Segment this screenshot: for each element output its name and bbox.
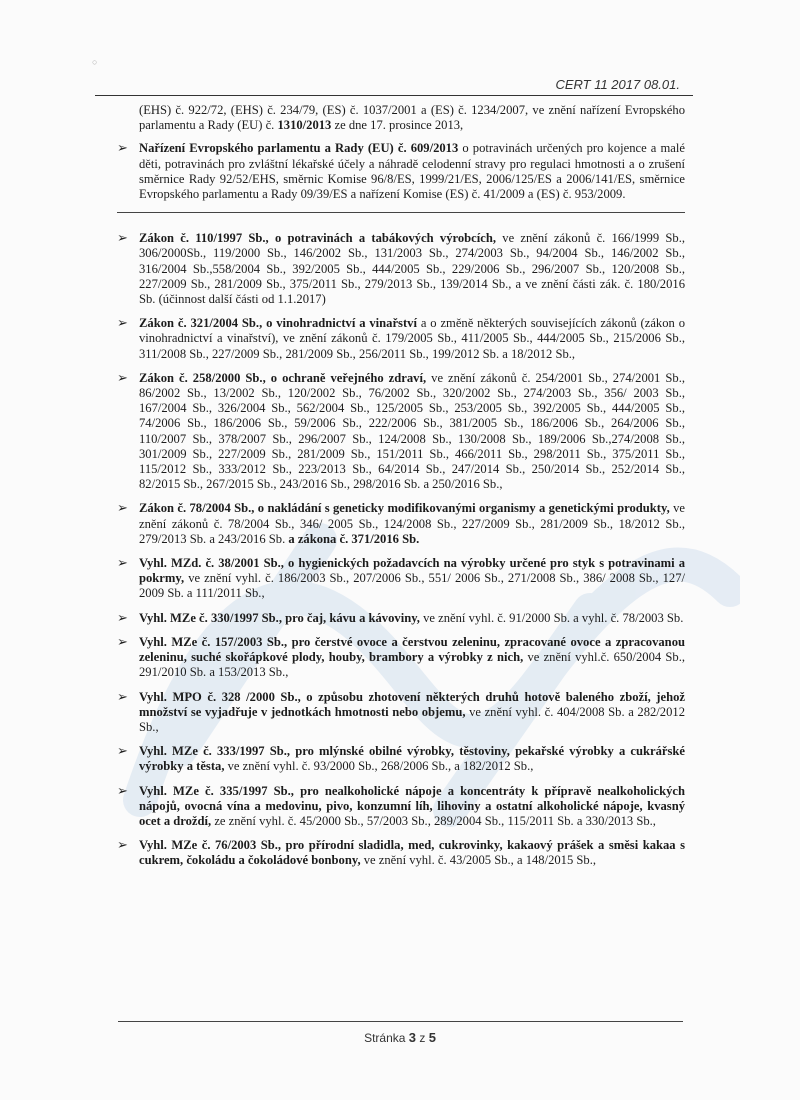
arrow-bullet-icon: ➢ <box>117 370 128 386</box>
bold-text: 1310/2013 <box>277 118 332 133</box>
bold-text: Vyhl. MZe č. 76/2003 Sb., pro přírodní sladidla, med, cukrovinky, kakaový prášek a směsi kakaa s cukrem, čokoládu a čokoládové bonbony, <box>139 838 685 868</box>
text-run: ve znění vyhl. č. 43/2005 Sb., a 148/2015 Sb., <box>360 853 597 868</box>
legislation-item <box>117 316 685 362</box>
legislation-item <box>117 635 685 681</box>
text-run: ve znění vyhl.č. 650/2004 Sb., 291/2010 Sb. a 153/2013 Sb., <box>139 650 685 680</box>
legislation-item <box>117 611 685 626</box>
bold-text: Zákon č. 78/2004 Sb., o nakládání s geneticky modifikovanými organismy a genetickými produkty, <box>139 501 670 516</box>
legislation-item <box>117 556 685 602</box>
arrow-bullet-icon: ➢ <box>117 689 128 705</box>
arrow-bullet-icon: ➢ <box>117 501 128 517</box>
bold-text: Nařízení Evropského parlamentu a Rady (EU) č. 609/2013 <box>139 141 459 156</box>
page-current: 3 <box>408 1030 416 1045</box>
legislation-list <box>117 141 685 868</box>
legislation-item <box>117 744 685 774</box>
section-divider <box>117 212 685 213</box>
text-run: ve znění zákonů č. 254/2001 Sb., 274/2001 Sb., 86/2002 Sb., 13/2002 Sb., 120/2002 Sb., 76/2002 Sb., 320/2002 Sb., 274/2003 Sb., 356/ 2003 Sb., 167/2004 Sb., 326/2004 Sb., 562/2004 Sb., 125/2005 Sb., 253/2005 Sb., 392/2005 Sb., 444/2005 Sb., 74/2006 Sb., 186/2006 Sb., 59/2006 Sb., 222/2006 Sb., 381/2005 Sb., 186/2006 Sb., 264/2006 Sb., 110/2007 Sb., 378/2007 Sb., 296/2007 Sb., 124/2008 Sb., 130/2008 Sb., 189/2006 Sb.,274/2008 Sb., 301/2009 Sb., 227/2009 Sb., 281/2009 Sb., 151/2011 Sb., 466/2011 Sb., 298/2011 Sb., 375/2011 Sb., 115/2012 Sb., 333/2012 Sb., 223/2013 Sb., 64/2014 Sb., 247/2014 Sb., 250/2014 Sb., 252/2014 Sb., 82/2015 Sb., 267/2015 Sb., 243/2016 Sb., 298/2016 Sb. a 250/2016 Sb., <box>139 370 685 492</box>
arrow-bullet-icon: ➢ <box>117 838 128 854</box>
arrow-bullet-icon: ➢ <box>117 783 128 799</box>
text-run: ve znění vyhl. č. 91/2000 Sb. a vyhl. č. 78/2003 Sb. <box>419 610 684 625</box>
text-run: (EHS) č. 922/72, (EHS) č. 234/79, (ES) č. 1037/2001 a (ES) č. 1234/2007, ve znění nařízení Evropského parlamentu a Rady (EU) č. <box>139 103 685 133</box>
arrow-bullet-icon: ➢ <box>117 556 128 572</box>
page-word: Stránka <box>364 1031 406 1045</box>
bold-text: Vyhl. MZd. č. 38/2001 Sb., o hygienických požadavcích na výrobky určené pro styk s potravinami a pokrmy, <box>139 556 685 586</box>
document-body <box>117 103 685 878</box>
text-run: a o změně některých souvisejících zákonů (zákon o vinohradnictví a vinařství), ve znění zákonů č. 179/2005 Sb., 411/2005 Sb., 444/2005 Sb., 215/2006 Sb., 311/2008 Sb., 227/2009 Sb., 281/2009 Sb., 256/2011 Sb., 199/2012 Sb. a 18/2012 Sb., <box>139 316 685 361</box>
text-run: ve znění vyhl. č. 404/2008 Sb. a 282/2012 Sb., <box>139 704 685 734</box>
bold-text: Zákon č. 321/2004 Sb., o vinohradnictví a vinařství <box>139 316 417 331</box>
arrow-bullet-icon: ➢ <box>117 316 128 332</box>
bold-text: Vyhl. MPO č. 328 /2000 Sb., o způsobu zhotovení některých druhů hotově baleného zboží, jehož množství se vyjadřuje v jednotkách hmotnosti nebo objemu, <box>139 689 685 719</box>
header-divider <box>95 95 693 96</box>
legislation-item <box>117 501 685 547</box>
page-separator: z <box>419 1031 426 1045</box>
bold-text: Vyhl. MZe č. 335/1997 Sb., pro nealkoholické nápoje a koncentráty k přípravě nealkoholických nápojů, ovocná vína a medovinu, pivo, konzumní líh, lihoviny a ostatní alkoholické nápoje, kvasný ocet a droždí, <box>139 783 685 828</box>
scan-speck: ○ <box>92 57 98 67</box>
arrow-bullet-icon: ➢ <box>117 634 128 650</box>
text-run: ve znění zákonů č. 78/2004 Sb., 346/ 2005 Sb., 124/2008 Sb., 227/2009 Sb., 281/2009 Sb., 18/2012 Sb., 279/2013 Sb. a 243/2016 Sb. <box>139 501 685 546</box>
legislation-item <box>117 141 685 202</box>
arrow-bullet-icon: ➢ <box>117 610 128 626</box>
text-run: ve znění zákonů č. 166/1999 Sb., 306/2000Sb., 119/2000 Sb., 146/2002 Sb., 131/2003 Sb., 274/2003 Sb., 94/2004 Sb., 146/2002 Sb., 316/2004 Sb.,558/2004 Sb., 392/2005 Sb., 444/2005 Sb., 229/2006 Sb., 296/2007 Sb., 120/2008 Sb., 227/2009 Sb., 281/2009 Sb., 375/2011 Sb., 279/2013 Sb., 139/2014 Sb., a ve znění části zák. č. 180/2016 Sb. (účinnost další části od 1.1.2017) <box>139 231 685 307</box>
legislation-item <box>117 231 685 307</box>
legislation-item <box>117 784 685 830</box>
text-run: o potravinách určených pro kojence a malé děti, potravinách pro zvláštní lékařské účely a náhradě celodenní stravy pro regulaci hmotnosti a o zrušení směrnice Rady 92/52/EHS, směrnic Komise 96/8/ES, 1999/21/ES, 2006/125/ES a 2006/141/ES, směrnice Evropského parlamentu a Rady 09/39/ES a nařízení Komise (ES) č. 41/2009 a (ES) č. 953/2009. <box>139 141 685 202</box>
text-run: ze znění vyhl. č. 45/2000 Sb., 57/2003 Sb., 289/2004 Sb., 115/2011 Sb. a 330/2013 Sb., <box>211 813 656 828</box>
arrow-bullet-icon: ➢ <box>117 744 128 760</box>
bold-text: Vyhl. MZe č. 333/1997 Sb., pro mlýnské obilné výrobky, těstoviny, pekařské výrobky a cukrářské výrobky a těsta, <box>139 744 685 774</box>
text-run: ve znění vyhl. č. 186/2003 Sb., 207/2006 Sb., 551/ 2006 Sb., 271/2008 Sb., 386/ 2008 Sb., 127/ 2009 Sb. a 111/2011 Sb., <box>139 571 685 601</box>
arrow-bullet-icon: ➢ <box>117 231 128 247</box>
bold-text: Vyhl. MZe č. 330/1997 Sb., pro čaj, kávu a kávoviny, <box>139 610 420 625</box>
bold-text: a zákona č. 371/2016 Sb. <box>285 531 420 546</box>
arrow-bullet-icon: ➢ <box>117 141 128 157</box>
certificate-reference: CERT 11 2017 08.01. <box>555 77 680 92</box>
intro-paragraph <box>139 103 685 133</box>
page-total: 5 <box>428 1030 436 1045</box>
text-run: ze dne 17. prosince 2013, <box>331 118 464 133</box>
bold-text: Vyhl. MZe č. 157/2003 Sb., pro čerstvé ovoce a čerstvou zeleninu, zpracované ovoce a zpracovanou zeleninu, suché skořápkové plody, houby, brambory a výrobky z nich, <box>139 634 685 665</box>
text-run: ve znění vyhl. č. 93/2000 Sb., 268/2006 Sb., a 182/2012 Sb., <box>224 759 534 774</box>
page-number <box>0 1030 800 1045</box>
bold-text: Zákon č. 258/2000 Sb., o ochraně veřejného zdraví, <box>139 370 427 385</box>
legislation-item <box>117 838 685 868</box>
legislation-item <box>117 690 685 736</box>
footer-divider <box>118 1021 683 1022</box>
bold-text: Zákon č. 110/1997 Sb., o potravinách a tabákových výrobcích, <box>139 231 497 246</box>
legislation-item <box>117 371 685 493</box>
